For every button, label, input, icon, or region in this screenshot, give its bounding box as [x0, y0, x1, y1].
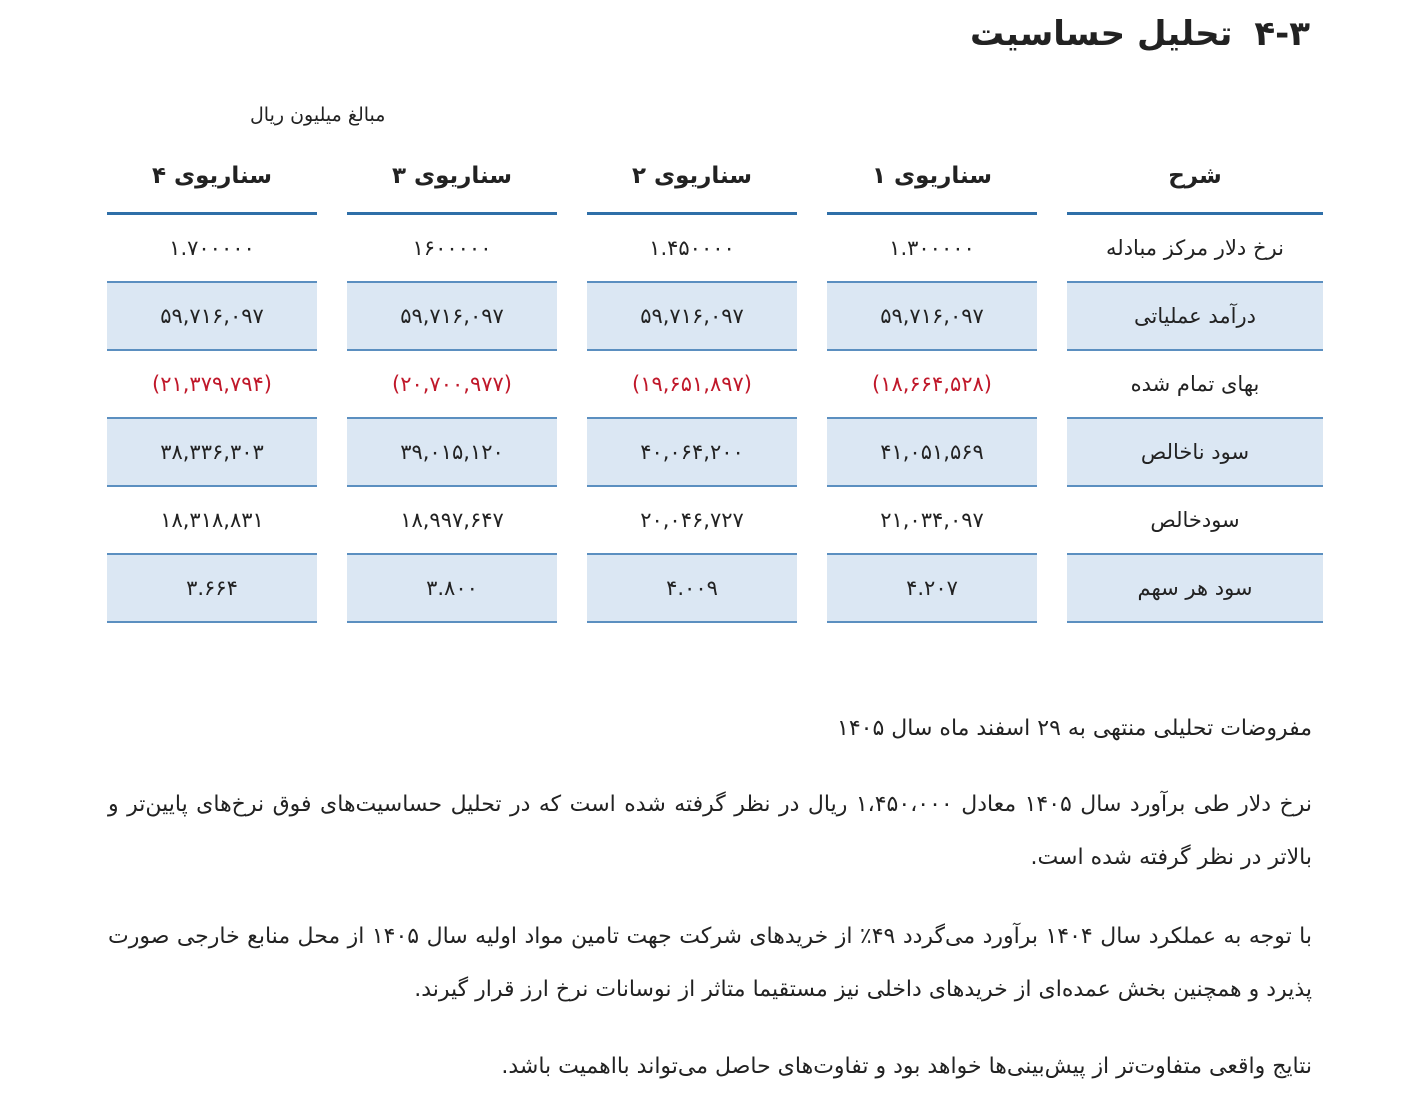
section-number: ۴-۳	[1254, 14, 1310, 54]
table-row	[107, 215, 1323, 283]
header-scenario-4: سناریوی ۴	[107, 140, 317, 215]
table-cell: ۳۸,۳۳۶,۳۰۳	[107, 419, 317, 487]
paragraph-disclaimer: نتایج واقعی متفاوت‌تر از پیش‌بینی‌ها خواهد بود و تفاوت‌های حاصل می‌تواند بااهمیت باشد.	[501, 1054, 1312, 1079]
table-row	[107, 283, 1323, 351]
header-description: شرح	[1067, 140, 1323, 215]
table-cell: ۳.۸۰۰	[347, 555, 557, 623]
header-scenario-2: سناریوی ۲	[587, 140, 797, 215]
sensitivity-table	[77, 140, 1353, 623]
row-label: سود ناخالص	[1067, 419, 1323, 487]
row-label: نرخ دلار مرکز مبادله	[1067, 215, 1323, 283]
section-title: تحلیل حساسیت	[969, 14, 1233, 54]
table-cell: ۵۹,۷۱۶,۰۹۷	[347, 283, 557, 351]
table-cell: ۴۰,۰۶۴,۲۰۰	[587, 419, 797, 487]
assumptions-heading: مفروضات تحلیلی منتهی به ۲۹ اسفند ماه سال ۱۴۰۵	[837, 716, 1312, 741]
table-cell: ۴.۲۰۷	[827, 555, 1037, 623]
header-scenario-3: سناریوی ۳	[347, 140, 557, 215]
table-cell: ۵۹,۷۱۶,۰۹۷	[107, 283, 317, 351]
paragraph-purchases: با توجه به عملکرد سال ۱۴۰۴ برآورد می‌گردد ۴۹٪ از خریدهای شرکت جهت تامین مواد اولیه سال ۱۴۰۵ از محل منابع خارجی صورت پذیرد و همچنین بخش عمده‌ای از خریدهای داخلی نیز مستقیما متاثر از نوسانات نرخ ارز قرار گیرند.	[108, 924, 1312, 1002]
row-label: بهای تمام شده	[1067, 351, 1323, 419]
table-row	[107, 555, 1323, 623]
table-cell: ۱.۴۵۰۰۰۰	[587, 215, 797, 283]
table-cell-negative: (۲۱,۳۷۹,۷۹۴)	[107, 351, 317, 419]
header-scenario-1: سناریوی ۱	[827, 140, 1037, 215]
table-cell: ۵۹,۷۱۶,۰۹۷	[587, 283, 797, 351]
table-cell: ۱۶۰۰۰۰۰	[347, 215, 557, 283]
table-cell-negative: (۱۹,۶۵۱,۸۹۷)	[587, 351, 797, 419]
unit-note: مبالغ میلیون ریال	[250, 104, 386, 126]
table-cell: ۱.۷۰۰۰۰۰	[107, 215, 317, 283]
table-row	[107, 351, 1323, 419]
table-cell: ۲۱,۰۳۴,۰۹۷	[827, 487, 1037, 555]
table-cell-negative: (۱۸,۶۶۴,۵۲۸)	[827, 351, 1037, 419]
row-label: سود هر سهم	[1067, 555, 1323, 623]
row-label: درآمد عملیاتی	[1067, 283, 1323, 351]
table-cell: ۱۸,۹۹۷,۶۴۷	[347, 487, 557, 555]
paragraph-exchange-rate: نرخ دلار طی برآورد سال ۱۴۰۵ معادل ۱،۴۵۰،۰۰۰ ریال در نظر گرفته شده است که در تحلیل حساسیت‌های فوق نرخ‌های پایین‌تر و بالاتر در نظر گرفته شده است.	[108, 792, 1313, 870]
table-cell: ۱۸,۳۱۸,۸۳۱	[107, 487, 317, 555]
table-cell: ۳۹,۰۱۵,۱۲۰	[347, 419, 557, 487]
table-cell: ۱.۳۰۰۰۰۰	[827, 215, 1037, 283]
table-cell: ۴.۰۰۹	[587, 555, 797, 623]
table-header-row	[107, 140, 1323, 215]
section-heading	[970, 14, 1310, 54]
table-cell-negative: (۲۰,۷۰۰,۹۷۷)	[347, 351, 557, 419]
table-cell: ۴۱,۰۵۱,۵۶۹	[827, 419, 1037, 487]
table-cell: ۵۹,۷۱۶,۰۹۷	[827, 283, 1037, 351]
table-cell: ۳.۶۶۴	[107, 555, 317, 623]
table-row	[107, 419, 1323, 487]
table-cell: ۲۰,۰۴۶,۷۲۷	[587, 487, 797, 555]
table-row	[107, 487, 1323, 555]
row-label: سودخالص	[1067, 487, 1323, 555]
